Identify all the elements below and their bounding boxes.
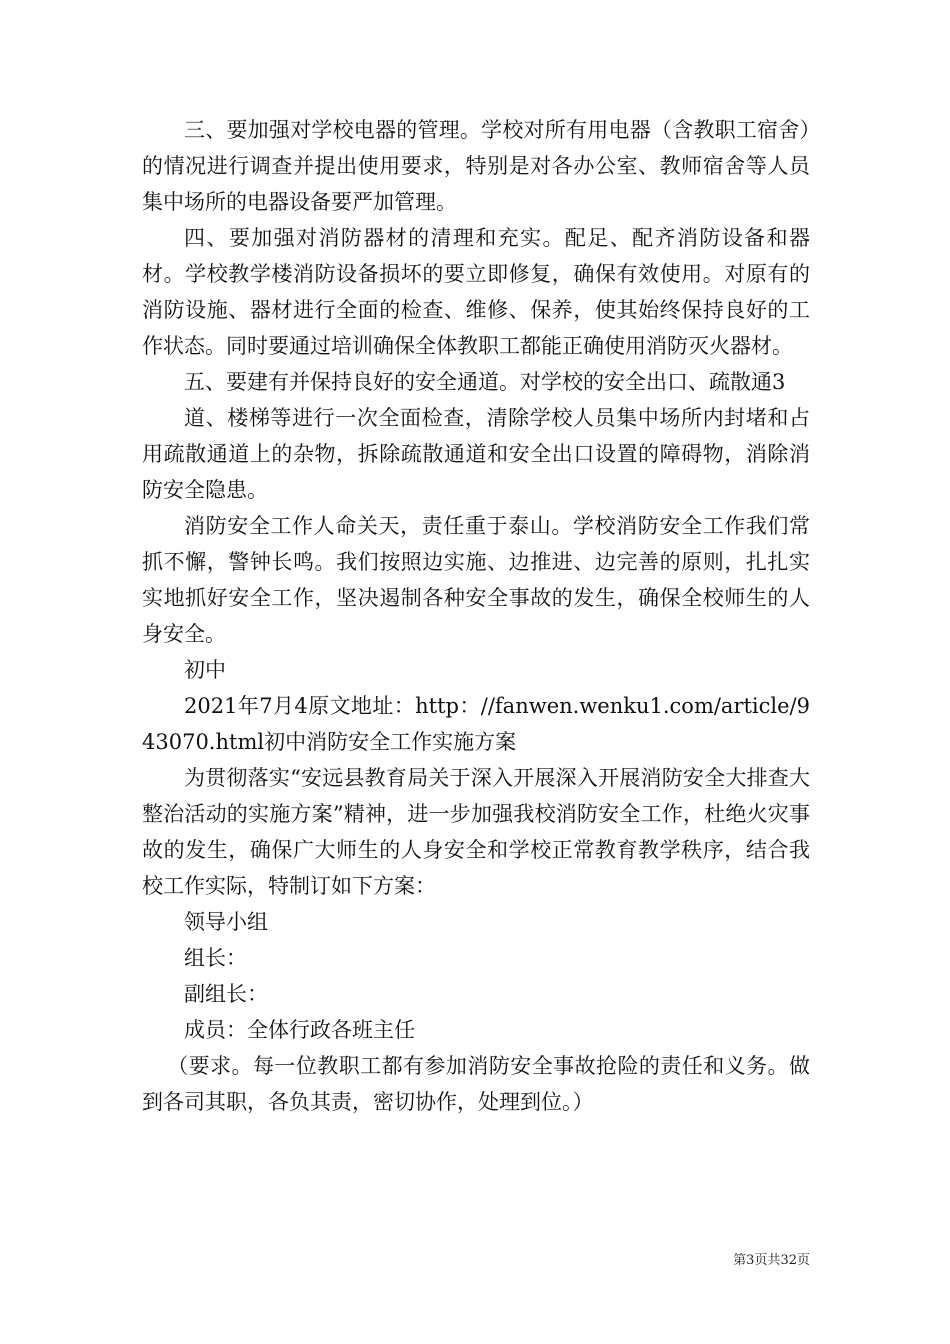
paragraph-electrical-management: 三、要加强对学校电器的管理。学校对所有用电器（含教职工宿舍）的情况进行调查并提出使用要求，特别是对各办公室、教师宿舍等人员集中场所的电器设备要严加管理。	[142, 118, 810, 214]
paragraph-plan-intro: 为贯彻落实“安远县教育局关于深入开展深入开展消防安全大排查大整治活动的实施方案”精神，进一步加强我校消防安全工作，杜绝火灾事故的发生，确保广大师生的人身安全和学校正常教育教学秩序，结合我校工作实际，特制订如下方案：	[142, 766, 810, 898]
paragraph-deputy-leader: 副组长：	[184, 982, 268, 1006]
paragraph-requirements: （要求。每一位教职工都有参加消防安全事故抢险的责任和义务。做到各司其职，各负其责，密切协作，处理到位。）	[142, 1054, 810, 1114]
paragraph-leadership-group: 领导小组	[184, 910, 268, 934]
page-number: 第3页共32页	[733, 1253, 810, 1268]
document-body	[142, 112, 810, 1120]
paragraph-junior-high: 初中	[184, 658, 226, 682]
paragraph-passage-inspection: 道、楼梯等进行一次全面检查，清除学校人员集中场所内封堵和占用疏散通道上的杂物，拆除疏散通道和安全出口设置的障碍物，消除消防安全隐患。	[142, 406, 810, 502]
paragraph-safety-summary: 消防安全工作人命关天，责任重于泰山。学校消防安全工作我们常抓不懈，警钟长鸣。我们按照边实施、边推进、边完善的原则，扎扎实实地抓好安全工作，坚决遏制各种安全事故的发生，确保全校师生的人身安全。	[142, 514, 810, 646]
paragraph-group-leader: 组长：	[184, 946, 247, 970]
paragraph-safety-passage: 五、要建有并保持良好的安全通道。对学校的安全出口、疏散通3	[184, 370, 786, 394]
paragraph-source-url: 2021年7月4原文地址：http：//fanwen.wenku1.com/article/943070.html初中消防安全工作实施方案	[142, 694, 810, 754]
paragraph-members: 成员：全体行政各班主任	[184, 1018, 415, 1042]
paragraph-fire-equipment: 四、要加强对消防器材的清理和充实。配足、配齐消防设备和器材。学校教学楼消防设备损坏的要立即修复，确保有效使用。对原有的消防设施、器材进行全面的检查、维修、保养，使其始终保持良好的工作状态。同时要通过培训确保全体教职工都能正确使用消防灭火器材。	[142, 226, 810, 358]
